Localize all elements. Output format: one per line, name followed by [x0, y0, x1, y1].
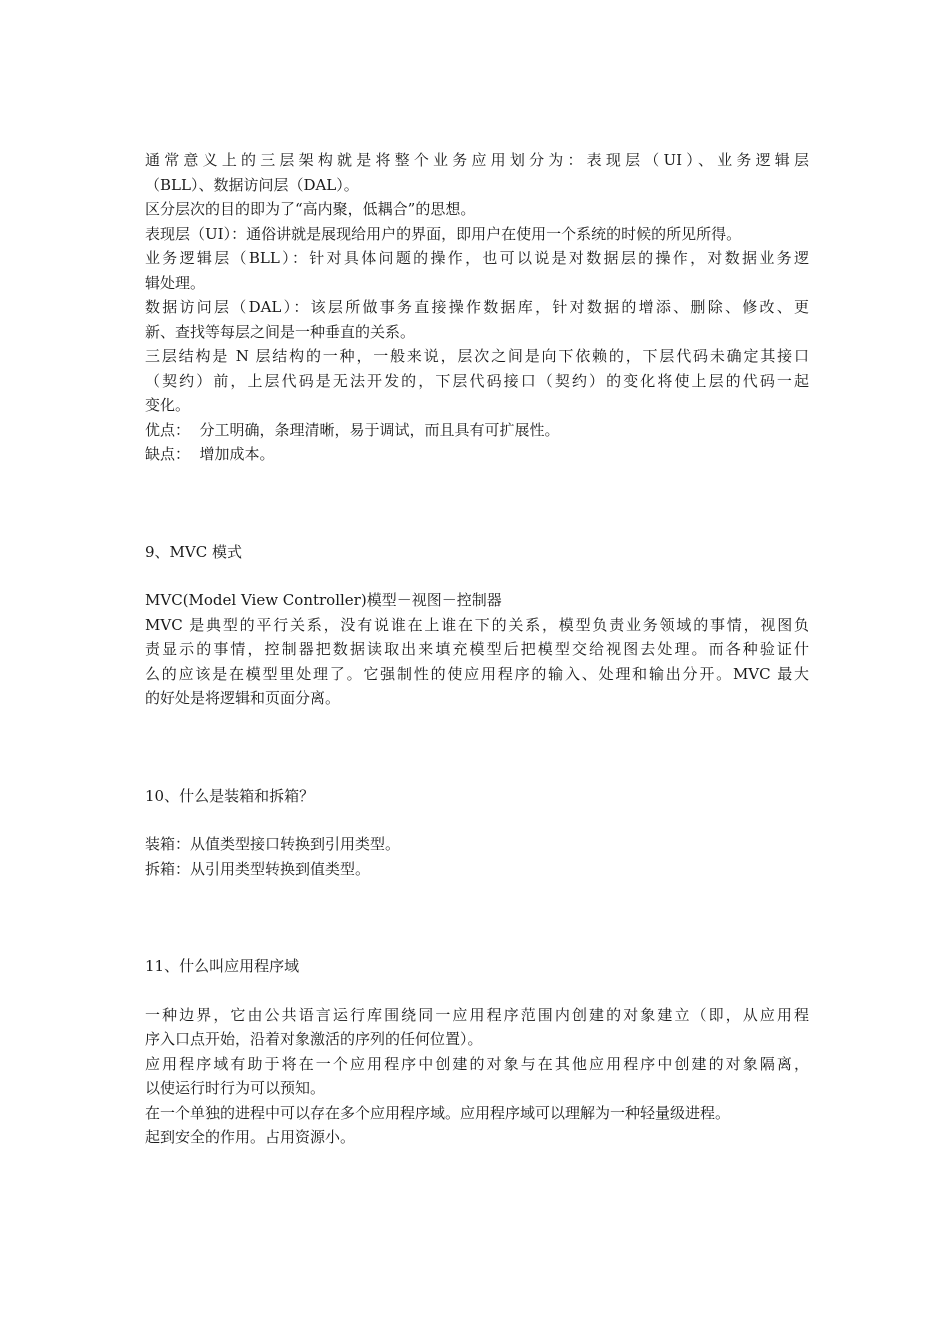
paragraph-line: （契约）前，上层代码是无法开发的，下层代码接口（契约）的变化将使上层的代码一起: [145, 371, 809, 390]
cons-line: 缺点： 增加成本。: [145, 445, 275, 463]
paragraph-line: 辑处理。: [145, 273, 206, 292]
paragraph-line: 拆箱：从引用类型转换到值类型。: [145, 859, 371, 878]
paragraph-line: 表现层（UI）：通俗讲就是展现给用户的界面，即用户在使用一个系统的时候的所见所得。: [145, 224, 742, 243]
paragraph-line: 新、查找等每层之间是一种垂直的关系。: [145, 322, 416, 341]
paragraph-line: 序入口点开始，沿着对象激活的序列的任何位置）。: [145, 1030, 483, 1048]
paragraph-line: 应用程序域有助于将在一个应用程序中创建的对象与在其他应用程序中创建的对象隔离，: [145, 1054, 809, 1073]
spacer: [145, 930, 809, 954]
paragraph-line: 三层结构是 N 层结构的一种，一般来说，层次之间是向下依赖的，下层代码未确定其接口: [145, 347, 809, 365]
paragraph-line: 装箱：从值类型接口转换到引用类型。: [145, 835, 401, 853]
paragraph-line: 通常意义上的三层架构就是将整个业务应用划分为：表现层（UI）、业务逻辑层: [145, 151, 809, 169]
paragraph-line: 一种边界，它由公共语言运行库围绕同一应用程序范围内创建的对象建立（即，从应用程: [145, 1005, 809, 1024]
spacer: [145, 564, 809, 588]
paragraph-line: （BLL）、数据访问层（DAL）。: [145, 175, 359, 194]
paragraph-line: 的好处是将逻辑和页面分离。: [145, 689, 341, 707]
paragraph-line: 业务逻辑层（BLL）：针对具体问题的操作，也可以说是对数据层的操作，对数据业务逻: [145, 249, 809, 267]
section-heading: 9、MVC 模式: [145, 542, 242, 561]
spacer: [145, 516, 809, 540]
paragraph-line: 么的应该是在模型里处理了。它强制性的使应用程序的输入、处理和输出分开。MVC 最大: [145, 664, 809, 683]
document-page: [145, 148, 809, 1150]
paragraph-line: 区分层次的目的即为了“高内聚，低耦合”的思想。: [145, 200, 476, 218]
section-three-tier: [145, 148, 809, 467]
paragraph-line: MVC 是典型的平行关系，没有说谁在上谁在下的关系，模型负责业务领域的事情，视图负: [145, 615, 809, 634]
section-appdomain: [145, 954, 809, 1150]
spacer: [145, 711, 809, 760]
paragraph-line: 数据访问层（DAL）：该层所做事务直接操作数据库，针对数据的增添、删除、修改、更: [145, 298, 809, 316]
section-heading: 10、什么是装箱和拆箱？: [145, 786, 315, 805]
pros-line: 优点： 分工明确，条理清晰，易于调试，而且具有可扩展性。: [145, 420, 560, 439]
section-mvc: [145, 540, 809, 711]
spacer: [145, 760, 809, 784]
paragraph-line: MVC(Model View Controller)模型－视图－控制器: [145, 591, 502, 609]
section-heading: 11、什么叫应用程序域: [145, 957, 300, 975]
spacer: [145, 881, 809, 930]
spacer: [145, 467, 809, 516]
spacer: [145, 808, 809, 832]
paragraph-line: 以使运行时行为可以预知。: [145, 1079, 326, 1097]
paragraph-line: 变化。: [145, 396, 191, 414]
spacer: [145, 979, 809, 1003]
paragraph-line: 责显示的事情，控制器把数据读取出来填充模型后把模型交给视图去处理。而各种验证什: [145, 640, 809, 658]
paragraph-line: 在一个单独的进程中可以存在多个应用程序域。应用程序域可以理解为一种轻量级进程。: [145, 1103, 731, 1122]
paragraph-line: 起到安全的作用。占用资源小。: [145, 1128, 356, 1146]
section-boxing: [145, 784, 809, 882]
